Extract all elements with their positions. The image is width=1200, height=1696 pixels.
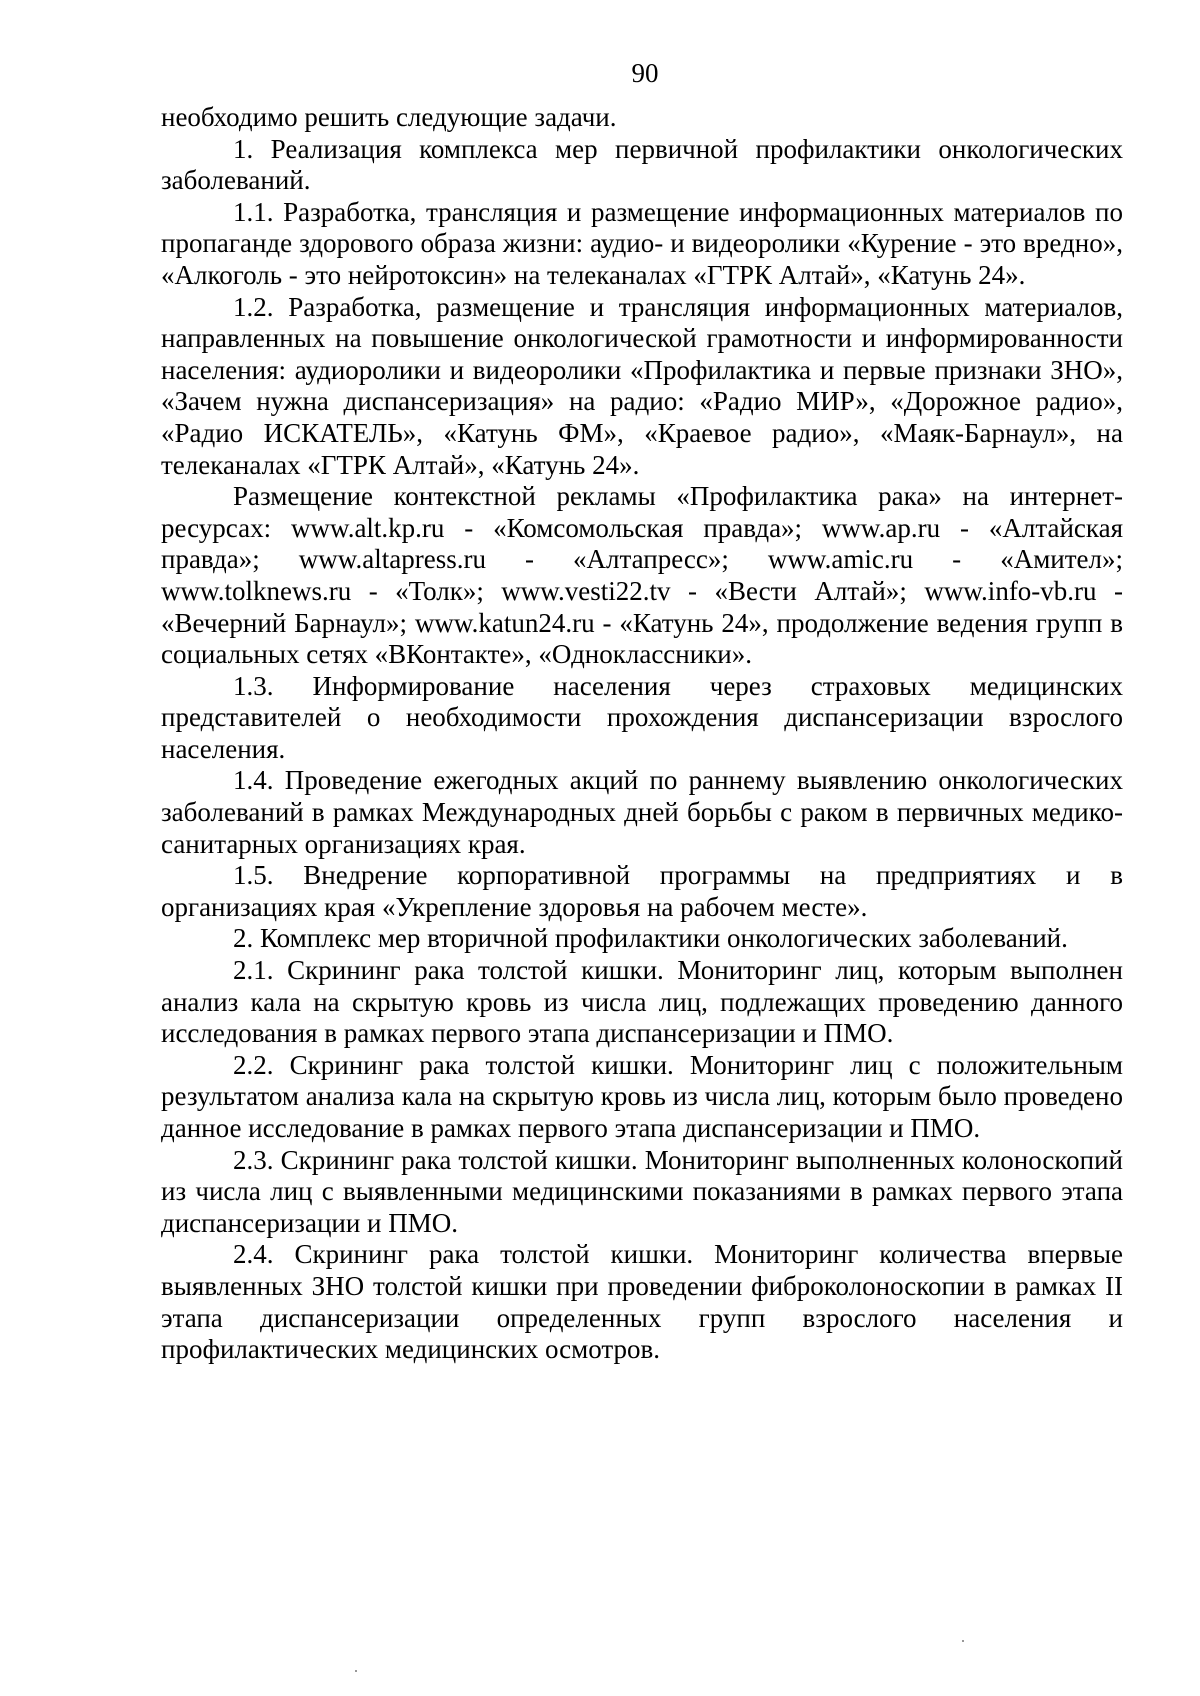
paragraph-item-2: 2. Комплекс мер вторичной профилактики онкологических заболеваний. (233, 923, 1068, 954)
paragraph-item-1: 1. Реализация комплекса мер первичной профилактики онкологических заболеваний. (161, 133, 1123, 196)
paragraph-intro: необходимо решить следующие задачи. (161, 102, 617, 132)
document-body (161, 102, 1123, 1366)
scan-speck (355, 1670, 357, 1672)
paragraph-item-1-1: 1.1. Разработка, трансляция и размещение информационных материалов по пропаганде здорового образа жизни: аудио- и видеоролики «Курение - это вредно», «Алкоголь - это нейротоксин» на телеканалах «ГТРК Алтай», «Катунь 24». (161, 196, 1123, 290)
paragraph-item-1-3: 1.3. Информирование населения через страховых медицинских представителей о необходимости прохождения диспансеризации взрослого населения. (161, 670, 1123, 764)
paragraph-context-advertising: Размещение контекстной рекламы «Профилактика рака» на интернет-ресурсах: www.alt.kp.ru - «Комсомольская правда»; www.ap.ru - «Алтайская правда»; www.altapress.ru - «Алтапресс»; www.amic.ru - «Амител»; www.tolknews.ru - «Толк»; www.vesti22.tv - «Вести Алтай»; www.info-vb.ru - «Вечерний Барнаул»; www.katun24.ru - «Катунь 24», продолжение ведения групп в социальных сетях «ВКонтакте», «Одноклассники». (161, 481, 1123, 670)
paragraph-item-1-5: 1.5. Внедрение корпоративной программы на предприятиях и в организациях края «Укрепление здоровья на рабочем месте». (161, 860, 1123, 922)
paragraph-item-2-4: 2.4. Скрининг рака толстой кишки. Мониторинг количества впервые выявленных ЗНО толстой кишки при проведении фиброколоноскопии в рамках II этапа диспансеризации определенных групп взрослого населения и профилактических медицинских осмотров. (161, 1239, 1123, 1365)
paragraph-item-2-3: 2.3. Скрининг рака толстой кишки. Мониторинг выполненных колоноскопий из числа лиц с выявленными медицинскими показаниями в рамках первого этапа диспансеризации и ПМО. (161, 1144, 1123, 1238)
paragraph-item-1-2: 1.2. Разработка, размещение и трансляция информационных материалов, направленных на повышение онкологической грамотности и информированности населения: аудиоролики и видеоролики «Профилактика и первые признаки ЗНО», «Зачем нужна диспансеризация» на радио: «Радио МИР», «Дорожное радио», «Радио ИСКАТЕЛЬ», «Катунь ФМ», «Краевое радио», «Маяк-Барнаул», на телеканалах «ГТРК Алтай», «Катунь 24». (161, 291, 1123, 480)
page-number: 90 (631, 58, 659, 88)
paragraph-item-2-1: 2.1. Скрининг рака толстой кишки. Мониторинг лиц, которым выполнен анализ кала на скрытую кровь из числа лиц, подлежащих проведению данного исследования в рамках первого этапа диспансеризации и ПМО. (161, 955, 1123, 1049)
scan-speck (962, 1640, 964, 1642)
paragraph-item-1-4: 1.4. Проведение ежегодных акций по раннему выявлению онкологических заболеваний в рамках Международных дней борьбы с раком в первичных медико-санитарных организациях края. (161, 765, 1123, 859)
paragraph-item-2-2: 2.2. Скрининг рака толстой кишки. Мониторинг лиц с положительным результатом анализа кала на скрытую кровь из числа лиц, которым было проведено данное исследование в рамках первого этапа диспансеризации и ПМО. (161, 1049, 1123, 1143)
